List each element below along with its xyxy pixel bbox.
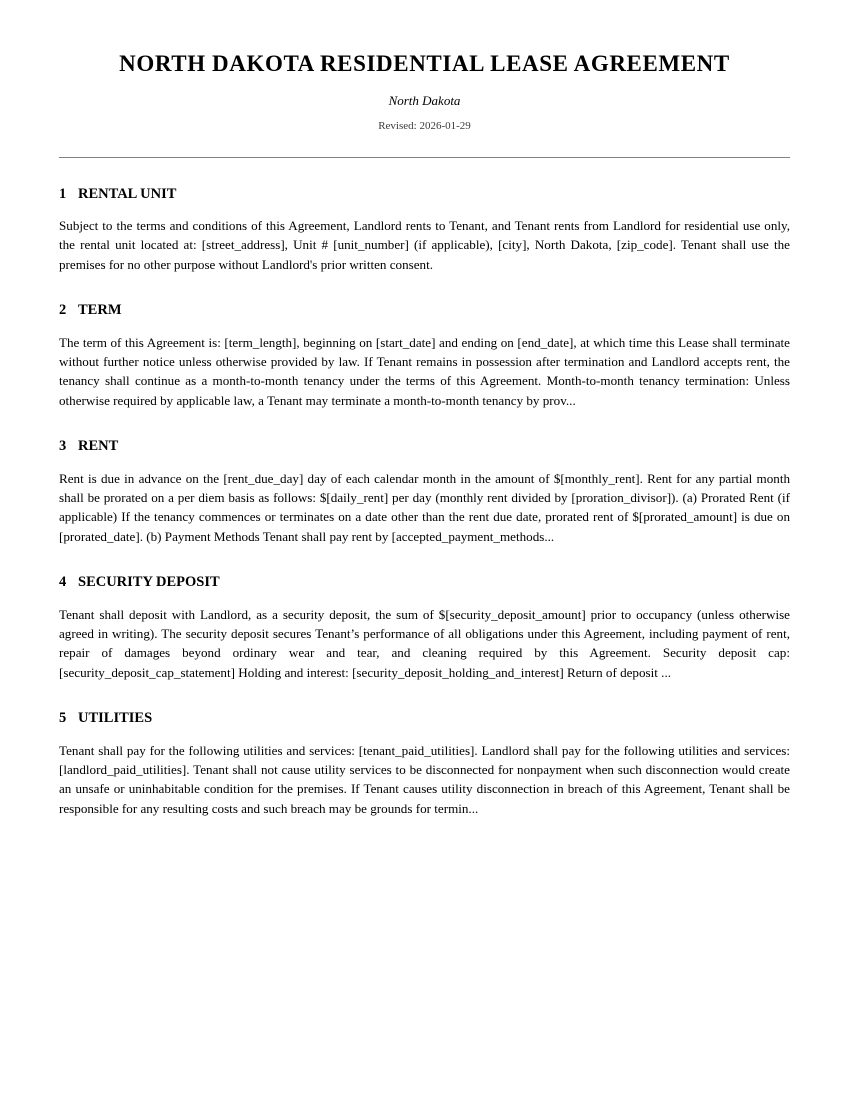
section-title: SECURITY DEPOSIT [78, 574, 220, 591]
document-title: NORTH DAKOTA RESIDENTIAL LEASE AGREEMENT [119, 51, 730, 76]
section-heading [59, 682, 790, 727]
section-title: RENT [78, 438, 119, 455]
section-title: UTILITIES [78, 710, 153, 727]
section-title: TERM [78, 302, 122, 319]
section-number: 4 [59, 574, 67, 591]
section-heading [59, 546, 790, 591]
section-rent [59, 410, 790, 546]
document-content [59, 0, 790, 818]
section-term [59, 274, 790, 410]
section-body: Subject to the terms and conditions of this Agreement, Landlord rents to Tenant, and Tenant rents from Landlord for residential use only, the rental unit located at: [street_address], Unit # [unit_number] (if applicable), [city], North Dakota, [zip_code]. Tenant shall use the premises for no other purpose without Landlord's prior written consent. [59, 217, 790, 272]
section-body: Rent is due in advance on the [rent_due_day] day of each calendar month in the amount of $[monthly_rent]. Rent for any partial month shall be prorated on a per diem basis as follows: $[daily_rent] per day (monthly rent divided by [proration_divisor]). (a) Prorated Rent (if applicable) If the tenancy commences or terminates on a date other than the rent due date, prorated rent of $[prorated_amount] is due on [prorated_date]. (b) Payment Methods Tenant shall pay rent by [accepted_payment_methods... [59, 470, 790, 544]
section-body: Tenant shall deposit with Landlord, as a security deposit, the sum of $[security_deposit_amount] prior to occupancy (unless otherwise agreed in writing). The security deposit secures Tenant’s performance of all obligations under this Agreement, including payment of rent, repair of damages beyond ordinary wear and tear, and cleaning required by this Agreement. Security deposit cap: [security_deposit_cap_statement] Holding and interest: [security_deposit_holding_and_interest] Return of deposit ... [59, 606, 790, 680]
section-body: Tenant shall pay for the following utilities and services: [tenant_paid_utilities]. Landlord shall pay for the following utilities and services: [landlord_paid_utilities]. Tenant shall not cause utility services to be disconnected for nonpayment when such disconnection would create an unsafe or uninhabitable condition for the premises. If Tenant causes utility disconnection in breach of this Agreement, Tenant shall be responsible for any resulting costs and such breach may be grounds for termin... [59, 742, 790, 816]
section-number: 5 [59, 710, 67, 727]
document-revised-date: Revised: 2026-01-29 [378, 120, 471, 133]
section-utilities [59, 682, 790, 818]
section-security-deposit [59, 546, 790, 682]
section-rental-unit [59, 158, 790, 275]
section-heading [59, 410, 790, 455]
section-number: 2 [59, 302, 67, 319]
section-number: 3 [59, 438, 67, 455]
document-subtitle: North Dakota [388, 92, 461, 108]
section-number: 1 [59, 185, 67, 202]
section-body: The term of this Agreement is: [term_length], beginning on [start_date] and ending on [end_date], at which time this Lease shall terminate without further notice unless otherwise provided by law. If Tenant remains in possession after termination and Landlord accepts rent, the tenancy shall continue as a month-to-month tenancy under the terms of this Agreement. Month-to-month tenancy termination: Unless otherwise required by applicable law, a Tenant may terminate a month-to-month tenancy by prov... [59, 334, 790, 408]
section-heading [59, 274, 790, 319]
section-heading [59, 158, 790, 203]
section-title: RENTAL UNIT [78, 185, 177, 202]
